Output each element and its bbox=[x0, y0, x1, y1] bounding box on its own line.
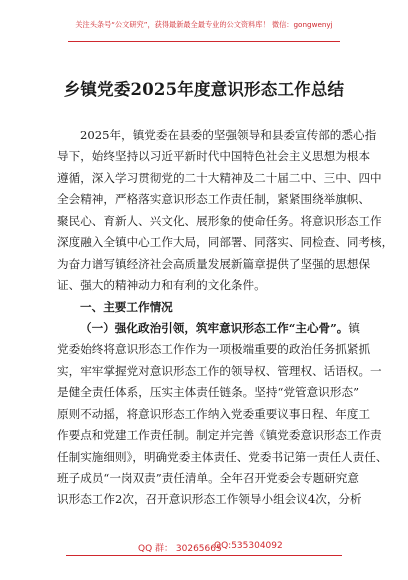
body-line: 聚民心、育新人、兴文化、展形象的使命任务。将意识形态工作 bbox=[57, 213, 382, 228]
body-line: 遵循，深入学习贯彻党的二十大精神及二十届二中、三中、四中 bbox=[57, 170, 382, 185]
body-line: 全会精神，严格落实意识形态工作责任制，紧紧围绕举旗帜、 bbox=[57, 192, 371, 207]
body-line: 任制实施细则》，明确党委主体责任、党委书记第一责任人责任、 bbox=[57, 449, 388, 464]
section-heading: 一、主要工作情况 bbox=[80, 299, 173, 314]
banner-divider bbox=[68, 41, 340, 42]
body-line: 是健全责任体系，压实主体责任链条。坚持“党管意识形态” bbox=[57, 385, 359, 400]
body-line: 实，牢牢掌握党对意识形态工作的领导权、管理权、话语权。一 bbox=[57, 363, 382, 378]
body-line: 证、强大的精神动力和有利的文化条件。 bbox=[57, 278, 266, 293]
top-banner: 关注头条号“公文研究”，获得最新最全最专业的公文资料库！ 微信：gongwenyj bbox=[75, 20, 333, 29]
document-body bbox=[57, 125, 394, 511]
body-text: 镇 bbox=[348, 320, 361, 335]
body-line: 深度融入全镇中心工作大局，同部署、同落实、同检查、同考核， bbox=[57, 235, 394, 250]
body-line: 党委始终将意识形态工作作为一项极端重要的政治任务抓紧抓 bbox=[57, 342, 371, 357]
body-line: 原则不动摇，将意识形态工作纳入党委重要议事日程、年度工 bbox=[57, 406, 371, 421]
footer-divider bbox=[66, 555, 342, 556]
body-line: 识形态工作2次，召开意识形态工作领导小组会议4次，分析 bbox=[57, 492, 362, 507]
subsection-line bbox=[57, 318, 359, 339]
footer-qq-group: QQ 群： 30265665 bbox=[138, 544, 222, 554]
footer-qq-number: QQ:535304092 bbox=[214, 541, 283, 551]
subsection-heading: （一）强化政治引领，筑牢意识形态工作“主心骨”。 bbox=[80, 320, 349, 335]
body-line: 为奋力谱写镇经济社会高质量发展新篇章提供了坚强的思想保 bbox=[57, 256, 371, 271]
body-line: 导下，始终坚持以习近平新时代中国特色社会主义思想为根本 bbox=[57, 149, 371, 164]
body-line: 作要点和党建工作责任制。制定并完善《镇党委意识形态工作责 bbox=[57, 428, 382, 443]
document-title: 乡镇党委2025年度意识形态工作总结 bbox=[63, 80, 345, 99]
body-line: 2025年，镇党委在县委的坚强领导和县委宣传部的悉心指 bbox=[80, 128, 377, 142]
body-line: 班子成员“一岗双责”责任清单。全年召开党委会专题研究意 bbox=[57, 471, 359, 485]
